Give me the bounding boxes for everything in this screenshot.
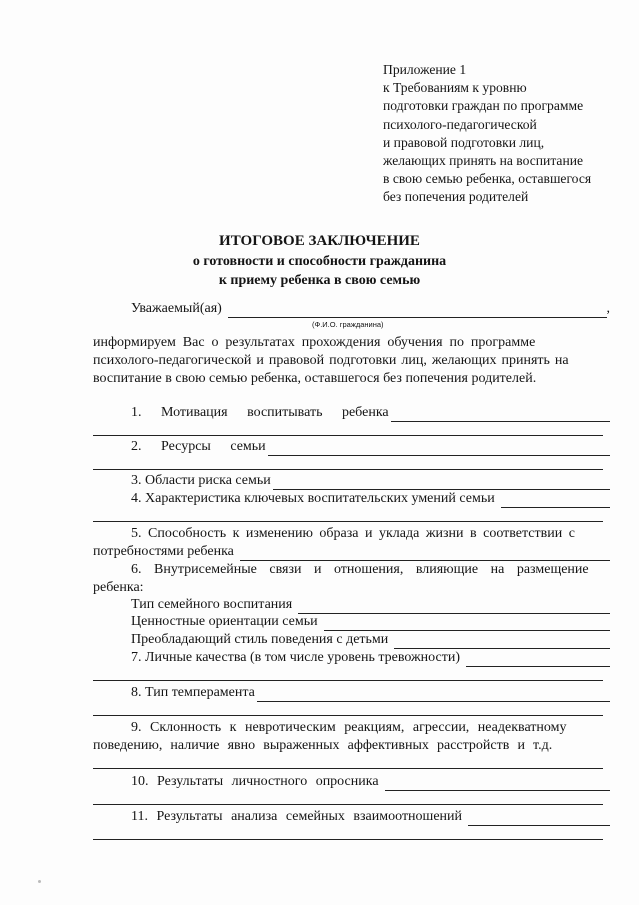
item-label: 3. Области риска семьи (131, 473, 271, 488)
appendix-line: психолого-педагогической (383, 116, 537, 132)
item-relations-cont (93, 579, 610, 597)
intro-text: психолого-педагогической и правовой подготовки лиц, желающих принять на (93, 353, 569, 368)
appendix-line: к Требованиям к уровню (383, 80, 527, 96)
item-label: 11. Результаты анализа семейных взаимоотношений (131, 809, 463, 824)
greeting-comma: , (606, 301, 610, 316)
item-motivation (131, 404, 610, 422)
item-label: 10. Результаты личностного опросника (131, 774, 379, 789)
item-neurotic-cont (93, 737, 610, 755)
skills-field[interactable] (501, 493, 610, 508)
personal-field[interactable] (466, 652, 610, 667)
item-family-analysis (131, 808, 610, 826)
item-risk (131, 472, 610, 490)
document-subtitle: к приему ребенка в свою семью (218, 273, 421, 288)
item-label: поведению, наличие явно выраженных аффективных расстройств и т.д. (93, 738, 553, 753)
item-label: 7. Личные качества (в том числе уровень тревожности) (131, 650, 460, 665)
risk-field[interactable] (273, 475, 610, 490)
intro-line (93, 334, 610, 352)
neurotic-field[interactable] (93, 768, 603, 769)
appendix-note (383, 61, 633, 207)
resources-field[interactable] (268, 441, 610, 456)
item-label: ребенка: (93, 580, 144, 595)
item-skills (131, 490, 610, 508)
appendix-line: в свою семью ребенка, оставшегося (383, 171, 592, 187)
item-temperament (131, 684, 610, 702)
ability-field[interactable] (240, 546, 610, 561)
fullname-caption: (Ф.И.О. гражданина) (312, 320, 384, 329)
style-field[interactable] (394, 634, 610, 649)
resources-field-line2[interactable] (93, 469, 603, 470)
upbringing-type-field[interactable] (298, 599, 610, 614)
values-field[interactable] (324, 616, 610, 631)
item-neurotic (131, 719, 610, 737)
intro-text: информируем Вас о результатах прохождения обучения по программе (93, 335, 536, 350)
questionnaire-field-line2[interactable] (93, 804, 603, 805)
item-personal (131, 649, 610, 667)
document-subtitle: о готовности и способности гражданина (192, 254, 447, 269)
item-ability-cont (93, 543, 610, 561)
item-label: Преобладающий стиль поведения с детьми (131, 632, 389, 647)
item-label: 5. Способность к изменению образа и уклада жизни в соответствии с (131, 526, 575, 541)
item-style (131, 631, 610, 649)
intro-text: воспитание в свою семью ребенка, оставшегося без попечения родителей. (93, 371, 537, 386)
item-ability (131, 525, 610, 543)
motivation-field-line2[interactable] (93, 435, 603, 436)
questionnaire-field[interactable] (385, 776, 610, 791)
personal-field-line2[interactable] (93, 680, 603, 681)
appendix-line: и правовой подготовки лиц, (383, 134, 545, 150)
document-title: ИТОГОВОЕ ЗАКЛЮЧЕНИЕ (219, 233, 420, 249)
item-values (131, 613, 610, 631)
item-label: потребностями ребенка (93, 544, 234, 559)
item-questionnaire (131, 773, 610, 791)
temperament-field[interactable] (257, 687, 610, 702)
item-label: Тип семейного воспитания (131, 597, 293, 612)
fullname-field[interactable] (228, 303, 607, 318)
family-analysis-field[interactable] (468, 811, 610, 826)
family-analysis-field-line2[interactable] (93, 839, 603, 840)
item-label: 4. Характеристика ключевых воспитательских умений семьи (131, 491, 495, 506)
intro-line (93, 352, 610, 370)
greeting-line (131, 300, 610, 318)
item-label: 2. Ресурсы семьи (131, 439, 266, 454)
appendix-line: желающих принять на воспитание (383, 153, 584, 169)
item-relations (131, 561, 610, 579)
temperament-field-line2[interactable] (93, 715, 603, 716)
skills-field-line2[interactable] (93, 521, 603, 522)
item-label: 8. Тип темперамента (131, 685, 255, 700)
item-upbringing-type (131, 596, 610, 614)
motivation-field[interactable] (391, 407, 610, 422)
appendix-line: Приложение 1 (383, 62, 467, 77)
appendix-line: без попечения родителей (383, 189, 529, 205)
greeting-label: Уважаемый(ая) (131, 301, 222, 316)
scan-speck (38, 880, 41, 883)
item-resources (131, 438, 610, 456)
appendix-line: подготовки граждан по программе (383, 98, 584, 114)
item-label: 6. Внутрисемейные связи и отношения, влияющие на размещение (131, 562, 589, 577)
item-label: 9. Склонность к невротическим реакциям, агрессии, неадекватному (131, 720, 567, 735)
intro-line (93, 370, 610, 388)
item-label: Ценностные ориентации семьи (131, 614, 318, 629)
item-label: 1. Мотивация воспитывать ребенка (131, 405, 389, 420)
